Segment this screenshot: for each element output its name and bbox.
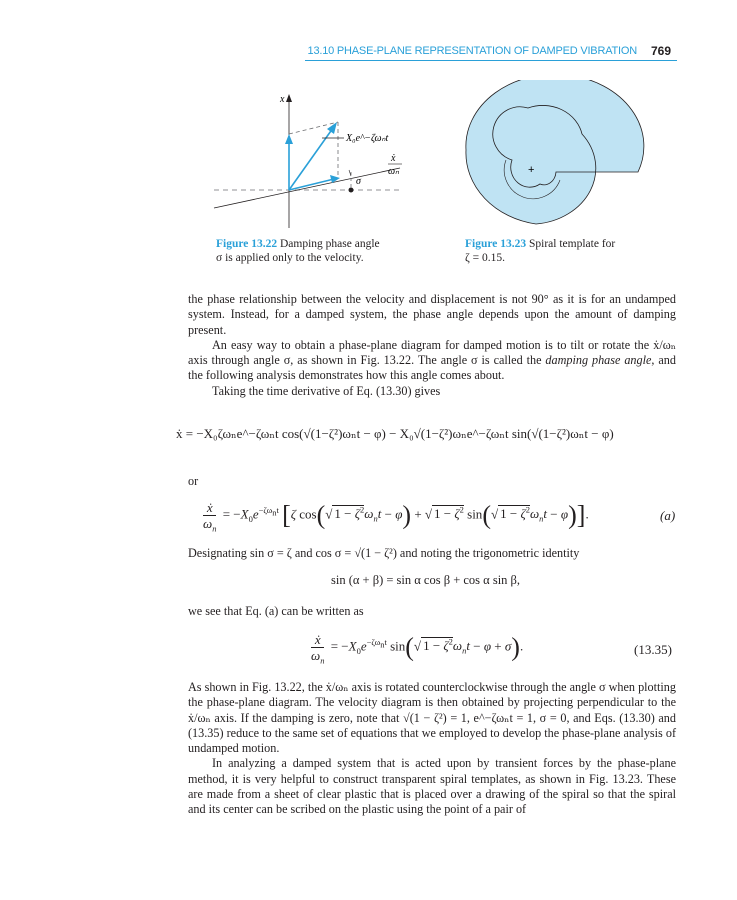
velocity-axis-numerator: ẋ (391, 153, 396, 164)
figure-13-22-caption-line1: Damping phase angle (280, 238, 380, 250)
sigma-point (349, 188, 354, 193)
vertical-phasor-arrow-icon (285, 134, 293, 144)
equation-a-lhs: $\frac{\text{ẋ}}{\omega_n}$ (203, 500, 217, 534)
spiral-template (466, 80, 644, 224)
page-number: 769 (650, 44, 671, 58)
header-rule (305, 60, 677, 61)
figure-13-23-spiral (460, 80, 660, 230)
paragraph-2-start: An easy way to obtain a phase-plane diagram for damped motion is to tilt or rotate the ẋ/ωₙ axis through angle σ, as shown in Fig. 13.22. The angle σ is called the (188, 337, 676, 368)
paragraph-2-end: , and the following analysis demonstrates how this angle comes about. (188, 353, 676, 383)
page-header (0, 44, 737, 64)
figure-13-22-caption (216, 237, 416, 265)
paragraph-4: Designating sin σ = ζ and cos σ = √(1 − ζ²) and noting the trigonometric identity (188, 546, 580, 560)
paragraph-5: we see that Eq. (a) can be written as (188, 604, 364, 618)
figure-13-22-diagram (210, 88, 410, 240)
phasor-label: X₀e^−ζωₙt (346, 133, 389, 144)
equation-a-tag: (a) (660, 508, 676, 523)
figure-13-23-caption (465, 237, 665, 265)
paragraph-1: the phase relationship between the velocity and displacement is not 90° as it is for an undamped system. Instead, for a damped system, the phase angle depends upon the amount of damping present. (188, 292, 676, 337)
velocity-axis (214, 168, 400, 208)
figure-13-22-caption-line2: σ is applied only to the velocity. (216, 252, 364, 264)
running-head: 13.10 PHASE-PLANE REPRESENTATION OF DAMPED VIBRATION (307, 45, 637, 57)
paragraph-6: As shown in Fig. 13.22, the ẋ/ωₙ axis is rotated counterclockwise through the angle σ when plotting the phase-plane diagram. The velocity diagram is then obtained by projecting perpendicular to the ẋ/ωₙ axis. If the damping is zero, note that √(1 − ζ²) = 1, e^−ζωₙt = 1, σ = 0, and Eqs. (13.30) and (13.35) reduce to the same set of equations that we employed to develop the phase-plane analysis of undamped motion. (188, 680, 676, 756)
velocity-axis-denominator: ωₙ (388, 166, 400, 177)
equation-a: $\frac{\text{ẋ}}{\omega_n}$ = $-X_0e^{-\zeta\omega_nt}$ [ζ cos(√ $1 - \zeta^2\omega_nt - \varphi$) + √ $1 - \zeta^2$ sin(√ $1 - \zeta^2\omega_nt - \varphi$)]. (203, 500, 589, 534)
figure-13-22-label: Figure 13.22 (216, 238, 278, 250)
x-axis-arrow-icon (286, 94, 292, 102)
equation-13-35-lhs: $\frac{\text{ẋ}}{\omega_n}$ (311, 632, 325, 666)
trig-identity: sin (α + β) = sin α cos β + cos α sin β, (331, 573, 521, 587)
body-text-bottom (188, 680, 676, 818)
body-text-top (188, 292, 676, 399)
equation-13-35-tag: (13.35) (634, 642, 672, 657)
equation-13-35: $\frac{\text{ẋ}}{\omega_n}$ = $-X_0e^{-\zeta\omega_nt}$ sin(√ $1 - \zeta^2\omega_nt - \varphi + \sigma$). (311, 632, 524, 666)
figure-13-23-caption-line1: Spiral template for (529, 238, 616, 250)
paragraph-3: Taking the time derivative of Eq. (13.30) gives (212, 383, 441, 398)
figure-13-23-caption-line2: ζ = 0.15. (465, 252, 505, 264)
damping-phase-angle-term: damping phase angle (545, 353, 652, 368)
x-axis-label: x (280, 94, 285, 105)
paragraph-7: In analyzing a damped system that is acted upon by transient forces by the phase-plane method, it is very helpful to construct transparent spiral templates, as shown in Fig. 13.23. These are made from a sheet of clear plastic that is placed over a drawing of the spiral so that the spiral and its center can be scribed on the plastic using the point of a pair of (188, 756, 676, 817)
spiral-center-mark: + (528, 164, 535, 176)
figure-13-23-label: Figure 13.23 (465, 238, 527, 250)
paragraph-2 (188, 338, 676, 384)
equation-velocity (176, 426, 676, 442)
sigma-label: σ (356, 176, 361, 187)
or-text: or (188, 474, 199, 488)
equation-velocity-text: ẋ = −X₀ζωₙe^−ζωₙt cos(√(1−ζ²)ωₙt − φ) − X₀√(1−ζ²)ωₙe^−ζωₙt sin(√(1−ζ²)ωₙt − φ) (176, 426, 614, 441)
